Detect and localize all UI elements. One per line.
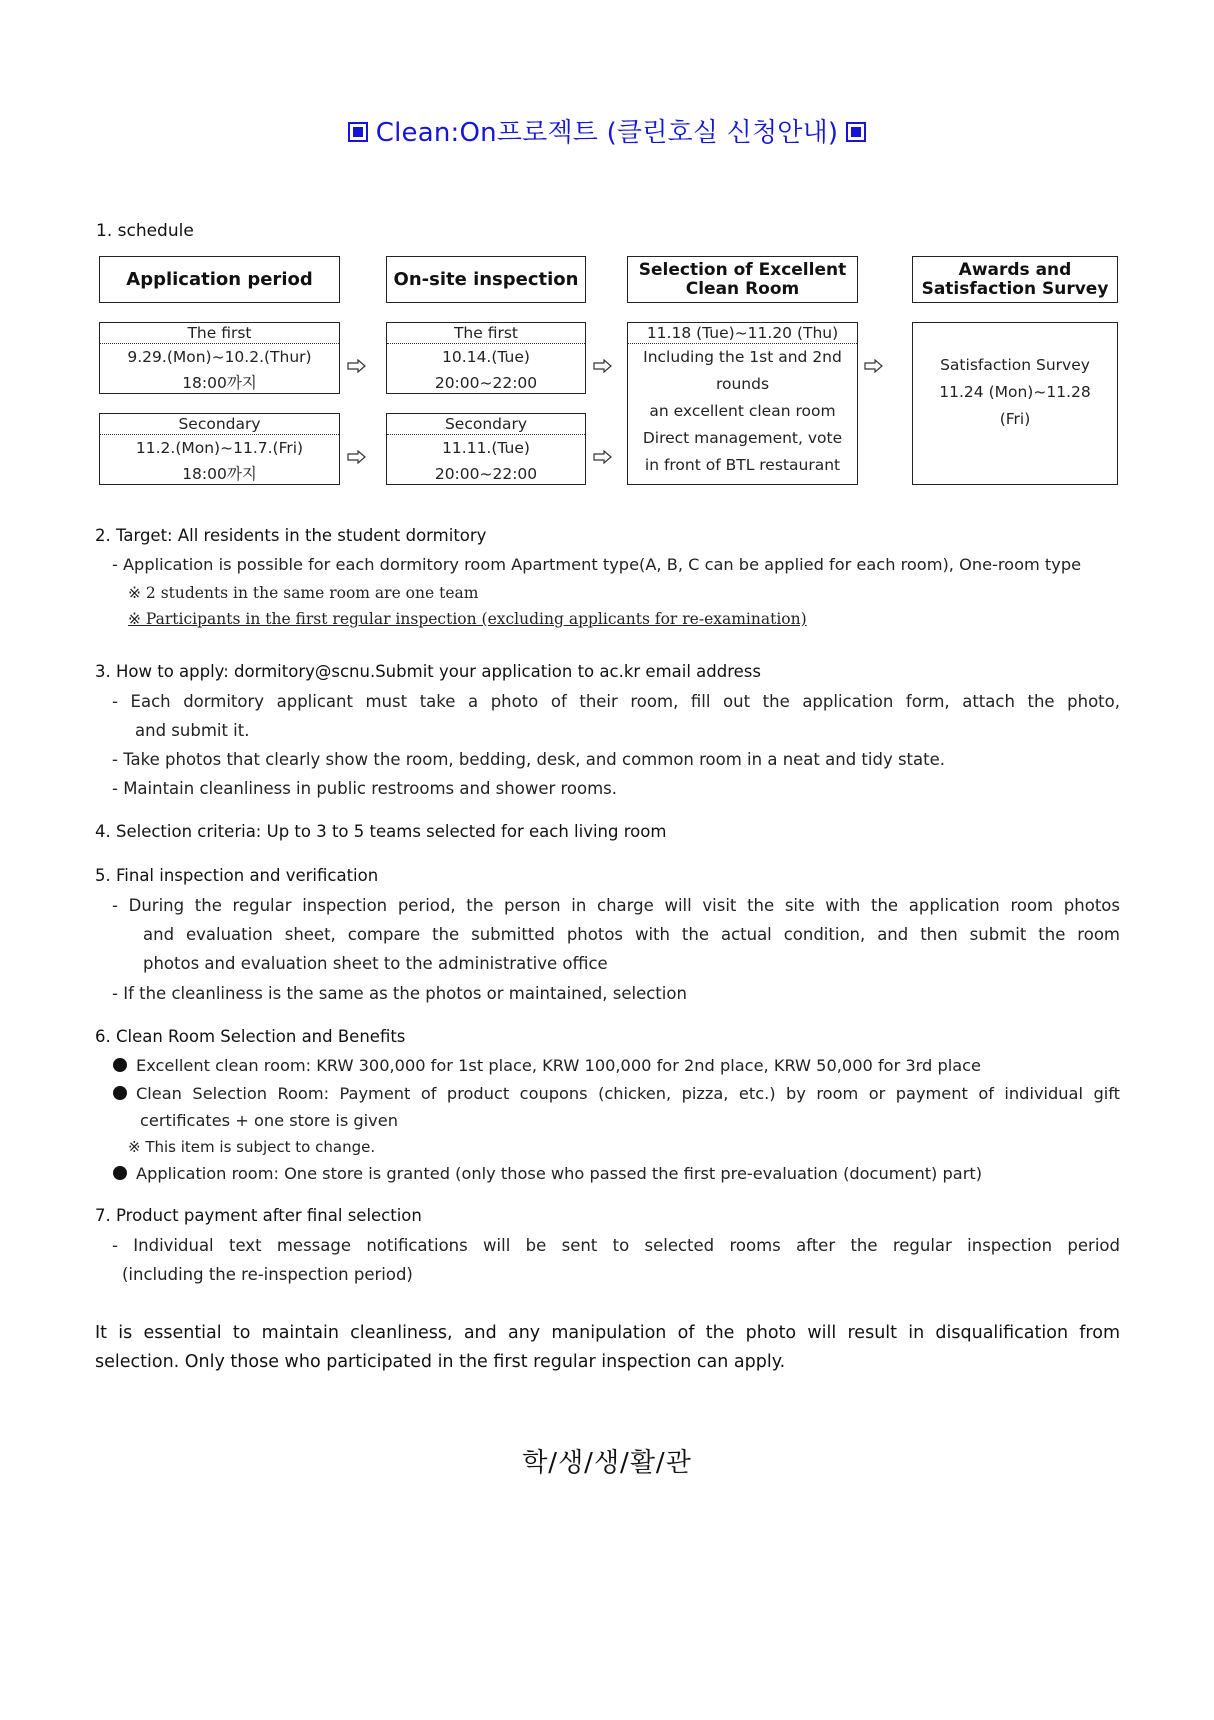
detail-line: (Fri) [999, 410, 1031, 428]
apply-heading: 3. How to apply: dormitory@scnu.Submit your application to ac.kr email address [95, 662, 761, 681]
organization-name: 학/생/생/활/관 [522, 1448, 692, 1478]
detail-line: 11.24 (Mon)~11.28 [939, 383, 1091, 401]
header-label-line2: Satisfaction Survey [921, 278, 1109, 299]
filled-circle-icon [113, 1086, 127, 1100]
detail-line: rounds [715, 375, 770, 393]
header-label: Application period [126, 268, 313, 290]
final-heading: 5. Final inspection and verification [95, 866, 379, 885]
target-note: ※ 2 students in the same room are one team [128, 584, 479, 602]
block-date: 10.14.(Tue) [442, 348, 530, 366]
payment-item-cont: (including the re-inspection period) [122, 1265, 413, 1284]
filled-circle-icon [113, 1058, 127, 1072]
application-second-box [99, 413, 340, 485]
payment-item: - Individual text message notifications will be sent to selected rooms after the regular inspection period [112, 1236, 1120, 1255]
apply-item-cont: and submit it. [135, 721, 250, 740]
inspection-second-box [386, 413, 586, 485]
header-label: On-site inspection [393, 268, 579, 290]
payment-heading: 7. Product payment after final selection [95, 1206, 422, 1225]
right-arrow-icon [347, 450, 367, 464]
block-date: 9.29.(Mon)~10.2.(Thur) [127, 348, 312, 366]
apply-item: - Maintain cleanliness in public restrooms and shower rooms. [112, 779, 618, 798]
block-time: 18:00까지 [182, 374, 257, 392]
detail-line: Satisfaction Survey [940, 356, 1090, 374]
apply-item: - Each dormitory applicant must take a photo of their room, fill out the application form, attach the photo, [112, 692, 1120, 711]
benefit-text: Application room: One store is granted (only those who passed the first pre-evaluation (document) part) [136, 1164, 983, 1183]
target-item: - Application is possible for each dormitory room Apartment type(A, B, C can be applied for each room), One-room type [112, 555, 1082, 574]
target-heading: 2. Target: All residents in the student dormitory [95, 526, 487, 545]
block-time: 20:00~22:00 [434, 465, 538, 483]
final-item: - During the regular inspection period, the person in charge will visit the site with the application room photos [112, 896, 1120, 915]
benefit-text: Excellent clean room: KRW 300,000 for 1st place, KRW 100,000 for 2nd place, KRW 50,000 for 3rd place [136, 1056, 982, 1075]
apply-item: - Take photos that clearly show the room, bedding, desk, and common room in a neat and tidy state. [112, 750, 946, 769]
detail-line: in front of BTL restaurant [644, 456, 841, 474]
selection-detail-box [627, 322, 858, 485]
final-item-cont: photos and evaluation sheet to the administrative office [143, 954, 608, 973]
header-label-line1: Selection of Excellent [638, 259, 847, 280]
filled-circle-icon [113, 1166, 127, 1180]
closing-line-1: It is essential to maintain cleanliness, and any manipulation of the photo will result in disqualification from [95, 1323, 1120, 1343]
detail-line: an excellent clean room [649, 402, 836, 420]
block-label: Secondary [387, 414, 585, 435]
benefit-item-cont: certificates + one store is given [140, 1111, 398, 1130]
schedule-heading: 1. schedule [96, 221, 194, 241]
benefit-item [113, 1056, 981, 1075]
right-arrow-icon [347, 359, 367, 373]
benefits-heading: 6. Clean Room Selection and Benefits [95, 1027, 406, 1046]
filled-square-icon [846, 122, 866, 142]
benefit-item [113, 1164, 982, 1183]
benefit-note: ※ This item is subject to change. [128, 1138, 376, 1156]
closing-line-2: selection. Only those who participated in the first regular inspection can apply. [95, 1352, 786, 1372]
header-application-period [99, 256, 340, 303]
right-arrow-icon [593, 450, 613, 464]
block-date: 11.2.(Mon)~11.7.(Fri) [135, 439, 304, 457]
document-title [0, 112, 1214, 149]
filled-square-icon [348, 122, 368, 142]
survey-detail-box [912, 322, 1118, 485]
application-first-box [99, 322, 340, 394]
criteria-heading: 4. Selection criteria: Up to 3 to 5 teams selected for each living room [95, 822, 667, 841]
block-label: The first [100, 323, 339, 344]
block-date: 11.11.(Tue) [442, 439, 530, 457]
title-text: Clean:On프로젝트 (클린호실 신청안내) [375, 118, 839, 148]
header-label-line1: Awards and [958, 259, 1072, 280]
block-label: The first [387, 323, 585, 344]
block-label: Secondary [100, 414, 339, 435]
detail-line: Including the 1st and 2nd [643, 348, 842, 366]
detail-line: Direct management, vote [642, 429, 843, 447]
block-time: 18:00까지 [182, 465, 257, 483]
benefit-text: Clean Selection Room: Payment of product coupons (chicken, pizza, etc.) by room or payment of individual gift [136, 1084, 1120, 1103]
target-note-underlined: ※ Participants in the first regular inspection (excluding applicants for re-examination) [128, 610, 807, 628]
header-on-site-inspection [386, 256, 586, 303]
right-arrow-icon [864, 359, 884, 373]
final-item: - If the cleanliness is the same as the photos or maintained, selection [112, 984, 687, 1003]
header-label-line2: Clean Room [685, 278, 800, 299]
benefit-item [113, 1084, 1120, 1103]
header-awards-survey [912, 256, 1118, 303]
block-time: 20:00~22:00 [434, 374, 538, 392]
final-item-cont: and evaluation sheet, compare the submitted photos with the actual condition, and then submit the room [143, 925, 1120, 944]
inspection-first-box [386, 322, 586, 394]
header-selection-excellent [627, 256, 858, 303]
right-arrow-icon [593, 359, 613, 373]
block-label: 11.18 (Tue)~11.20 (Thu) [628, 323, 857, 344]
